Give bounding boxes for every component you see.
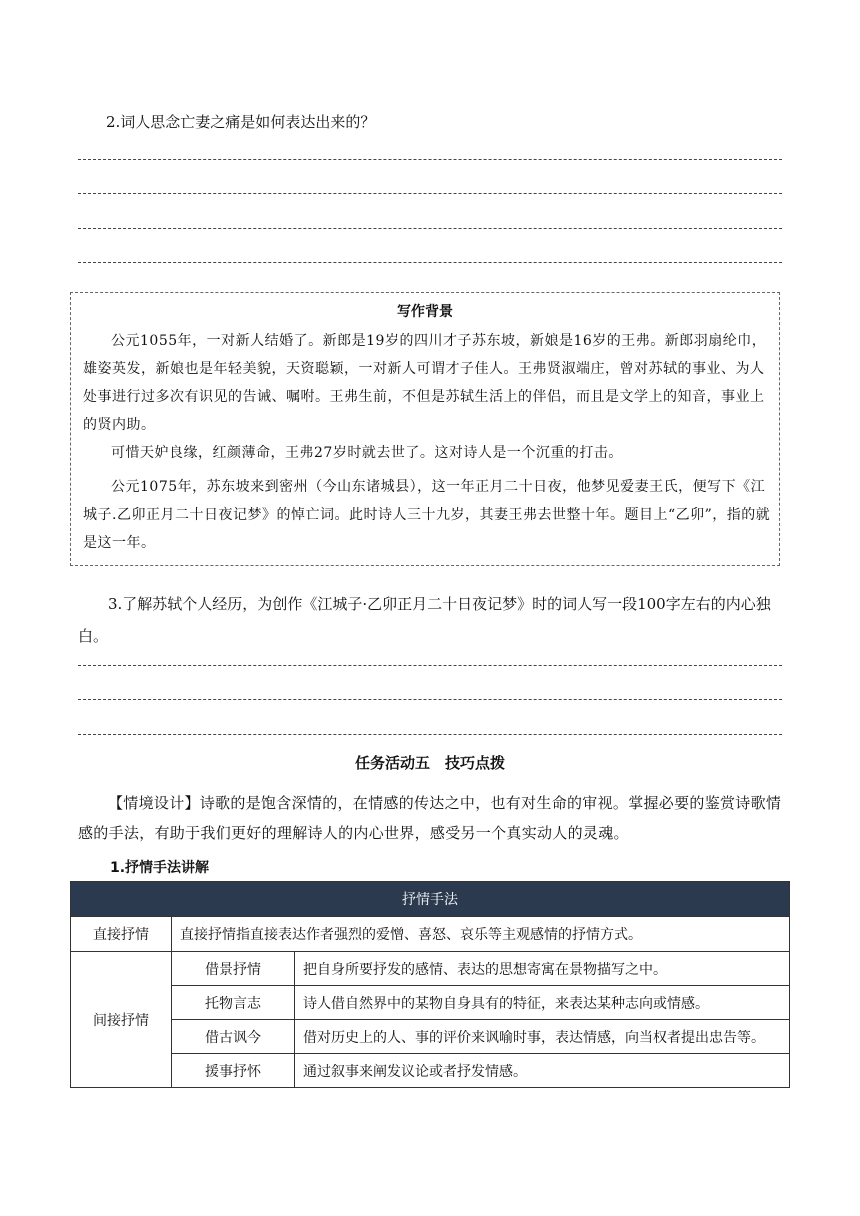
background-paragraph: 可惜天妒良缘，红颜薄命，王弗27岁时就去世了。这对诗人是一个沉重的打击。 [111, 445, 623, 461]
question-2: 2.词人思念亡妻之痛是如何表达出来的？ [106, 113, 376, 131]
answer-line[interactable] [78, 228, 782, 229]
sub-heading: 1.抒情手法讲解 [110, 860, 210, 876]
table-row [71, 917, 790, 952]
technique-name: 托物言志 [172, 986, 295, 1020]
answer-line[interactable] [78, 262, 782, 263]
background-box [70, 292, 780, 566]
background-paragraph: 公元1055年，一对新人结婚了。新郎是19岁的四川才子苏东坡，新娘是16岁的王弗。新郎羽扇纶巾，雄姿英发，新娘也是年轻美貌，天资聪颖，一对新人可谓才子佳人。王弗贤淑端庄，曾对苏轼的事业、为人处事进行过多次有识见的告诫、嘱咐。王弗生前，不但是苏轼生活上的伴侣，而且是文学上的知音，事业上的贤内助。 [83, 333, 767, 433]
answer-line[interactable] [78, 665, 782, 666]
question-3: 3.了解苏轼个人经历，为创作《江城子·乙卯正月二十日夜记梦》时的词人写一段100字左右的内心独白。 [78, 595, 771, 645]
technique-description: 把自身所要抒发的感情、表达的思想寄寓在景物描写之中。 [295, 952, 790, 986]
technique-description: 诗人借自然界中的某物自身具有的特征，来表达某种志向或情感。 [295, 986, 790, 1020]
lyric-technique-table [70, 881, 790, 1088]
direct-description: 直接抒情指直接表达作者强烈的爱憎、喜怒、哀乐等主观感情的抒情方式。 [172, 917, 790, 952]
background-title: 写作背景 [397, 304, 453, 320]
table-row [71, 952, 790, 986]
category-indirect: 间接抒情 [71, 952, 172, 1088]
situation-design: 【情境设计】诗歌的是饱含深情的，在情感的传达之中，也有对生命的审视。掌握必要的鉴赏诗歌情感的手法，有助于我们更好的理解诗人的内心世界，感受另一个真实动人的灵魂。 [78, 794, 782, 842]
technique-description: 借对历史上的人、事的评价来讽喻时事，表达情感，向当权者提出忠告等。 [295, 1020, 790, 1054]
task-heading: 任务活动五 技巧点拨 [354, 754, 505, 772]
technique-description: 通过叙事来阐发议论或者抒发情感。 [295, 1054, 790, 1088]
table-row [71, 1054, 790, 1088]
technique-name: 援事抒怀 [172, 1054, 295, 1088]
technique-name: 借景抒情 [172, 952, 295, 986]
answer-line[interactable] [78, 193, 782, 194]
answer-line[interactable] [78, 734, 782, 735]
answer-line[interactable] [78, 159, 782, 160]
technique-name: 借古讽今 [172, 1020, 295, 1054]
answer-line[interactable] [78, 699, 782, 700]
table-row [71, 986, 790, 1020]
background-paragraph: 公元1075年，苏东坡来到密州（今山东诸城县），这一年正月二十日夜，他梦见爱妻王氏，便写下《江城子.乙卯正月二十日夜记梦》的悼亡词。此时诗人三十九岁，其妻王弗去世整十年。题目上“乙卯”，指的就是这一年。 [83, 479, 771, 551]
category-direct: 直接抒情 [71, 917, 172, 952]
table-header: 抒情手法 [71, 882, 790, 917]
table-row [71, 1020, 790, 1054]
